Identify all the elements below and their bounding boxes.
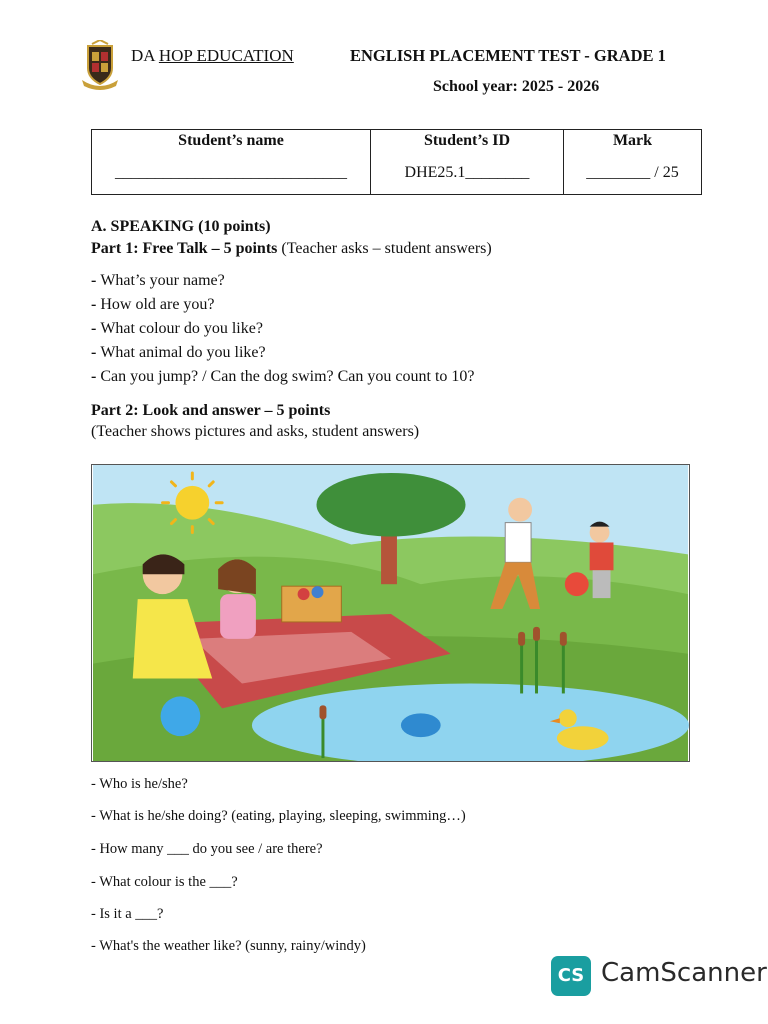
part2-heading: Part 2: Look and answer – 5 points	[91, 402, 331, 419]
student-id-cell	[371, 130, 564, 195]
blue-ball	[161, 696, 201, 736]
part2-note: (Teacher shows pictures and asks, student answers)	[91, 423, 420, 440]
student-name-cell	[92, 130, 371, 195]
list-item: - What is he/she doing? (eating, playing, sleeping, swimming…)	[91, 808, 466, 824]
student-name-header: Student’s name	[178, 132, 284, 149]
list-item: - What's the weather like? (sunny, rainy/windy)	[91, 938, 366, 954]
mark-header: Mark	[612, 132, 653, 149]
section-a-title: A. SPEAKING (10 points)	[91, 218, 271, 235]
list-item: - How old are you?	[91, 296, 215, 313]
student-id-header: Student’s ID	[423, 132, 511, 149]
list-item: - Who is he/she?	[91, 776, 188, 792]
student-name-blank[interactable]: _____________________________	[115, 164, 347, 181]
girl-figure	[218, 559, 256, 638]
picnic-park-illustration	[91, 464, 690, 762]
red-ball	[565, 572, 589, 596]
ball-in-pond	[401, 713, 441, 737]
list-item: - What colour is the ___?	[91, 874, 238, 890]
student-id-blank[interactable]: DHE25.1________	[404, 164, 530, 181]
camscanner-logo-icon: CS	[551, 956, 591, 996]
mark-blank[interactable]: ________ / 25	[586, 164, 679, 181]
organization-name: DA HOP EDUCATION	[131, 46, 294, 65]
list-item: - What colour do you like?	[91, 320, 263, 337]
list-item: - What animal do you like?	[91, 344, 266, 361]
list-item: - Is it a ___?	[91, 906, 164, 922]
school-crest-icon	[78, 40, 122, 92]
camscanner-brand-text: CamScanner	[601, 958, 767, 988]
school-year: School year: 2025 - 2026	[433, 78, 600, 95]
mark-cell	[564, 130, 702, 195]
student-info-table	[91, 129, 702, 195]
part1-heading: Part 1: Free Talk – 5 points (Teacher asks – student answers)	[91, 240, 492, 257]
picnic-basket	[282, 586, 342, 622]
list-item: - Can you jump? / Can the dog swim? Can you count to 10?	[91, 368, 475, 385]
test-title: ENGLISH PLACEMENT TEST - GRADE 1	[350, 46, 666, 65]
list-item: - How many ___ do you see / are there?	[91, 841, 323, 857]
list-item: - What’s your name?	[91, 272, 225, 289]
